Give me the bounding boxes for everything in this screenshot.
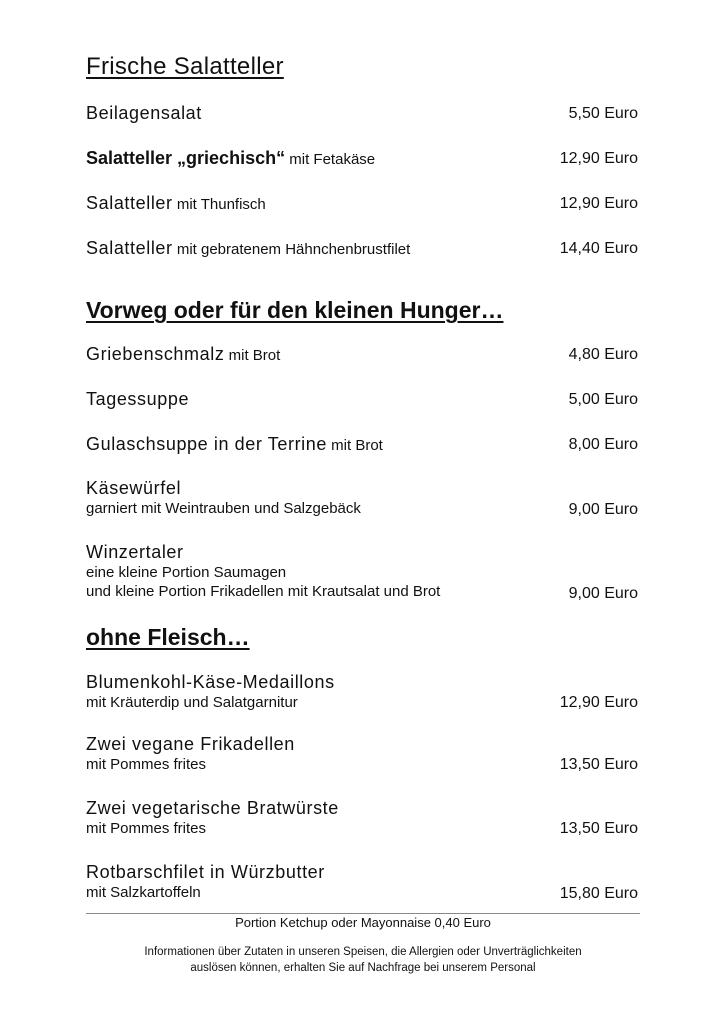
- item-description: mit Pommes frites: [86, 756, 207, 773]
- item-price: 5,50 Euro: [568, 105, 638, 122]
- menu-item-blumenkohl: [86, 672, 335, 711]
- item-name: Zwei vegane Frikadellen: [86, 734, 295, 754]
- menu-item-griebenschmalz: [86, 344, 280, 365]
- footer-allergy-info-line1: Informationen über Zutaten in unseren Speisen, die Allergien oder Unverträglichkeiten: [144, 946, 582, 958]
- item-name: Winzertaler: [86, 542, 184, 562]
- item-description-line1: eine kleine Portion Saumagen: [86, 564, 287, 581]
- menu-item-vegane-frikadellen: [86, 734, 295, 773]
- item-name: Zwei vegetarische Bratwürste: [86, 798, 339, 818]
- item-description: garniert mit Weintrauben und Salzgebäck: [86, 500, 361, 517]
- menu-item-salatteller-thunfisch: [86, 193, 266, 214]
- item-name: Tagessuppe: [86, 389, 190, 409]
- menu-item-tagessuppe: [86, 389, 189, 410]
- menu-item-winzertaler: [86, 542, 440, 600]
- menu-item-kaesewuerfel: [86, 478, 361, 517]
- item-price: 13,50 Euro: [559, 756, 638, 773]
- section-title-salads: Frische Salatteller: [86, 53, 284, 80]
- item-price: 9,00 Euro: [568, 585, 638, 602]
- item-description: mit Brot: [327, 437, 383, 454]
- footer-divider: [86, 913, 640, 914]
- item-description: mit Salzkartoffeln: [86, 884, 201, 901]
- item-name: Salatteller: [86, 193, 173, 213]
- menu-item-bratwuerste: [86, 798, 339, 837]
- item-description: mit gebratenem Hähnchenbrustfilet: [172, 241, 411, 258]
- footer-extra-note: Portion Ketchup oder Mayonnaise 0,40 Euro: [235, 915, 491, 930]
- menu-item-gulaschsuppe: [86, 434, 383, 455]
- item-name: Salatteller „griechisch“: [86, 148, 286, 168]
- item-price: 13,50 Euro: [559, 820, 638, 837]
- menu-item-salatteller-griechisch: [86, 148, 375, 169]
- item-description: mit Kräuterdip und Salatgarnitur: [86, 694, 298, 711]
- item-price: 12,90 Euro: [559, 195, 638, 212]
- footer-allergy-info-line2: auslösen können, erhalten Sie auf Nachfrage bei unserem Personal: [190, 962, 536, 974]
- item-description: mit Brot: [224, 347, 281, 364]
- menu-item-salatteller-haehnchen: [86, 238, 410, 259]
- item-description: mit Thunfisch: [172, 196, 266, 213]
- section-title-vegetarian: ohne Fleisch…: [86, 624, 250, 650]
- item-price: 12,90 Euro: [559, 150, 638, 167]
- item-price: 14,40 Euro: [559, 240, 638, 257]
- section-title-starters: Vorweg oder für den kleinen Hunger…: [86, 297, 504, 323]
- item-name: Blumenkohl-Käse-Medaillons: [86, 672, 335, 692]
- item-name: Griebenschmalz: [86, 344, 225, 364]
- item-description: mit Pommes frites: [86, 820, 207, 837]
- item-name: Gulaschsuppe in der Terrine: [86, 434, 327, 454]
- menu-item-beilagensalat: [86, 103, 202, 124]
- item-price: 4,80 Euro: [568, 346, 638, 363]
- item-description: mit Fetakäse: [285, 151, 376, 168]
- item-price: 12,90 Euro: [559, 694, 638, 711]
- item-name: Salatteller: [86, 238, 173, 258]
- item-name: Rotbarschfilet in Würzbutter: [86, 862, 325, 882]
- menu-item-rotbarschfilet: [86, 862, 325, 901]
- item-name: Käsewürfel: [86, 478, 182, 498]
- item-price: 8,00 Euro: [568, 436, 638, 453]
- item-price: 9,00 Euro: [568, 501, 638, 518]
- item-price: 15,80 Euro: [559, 885, 638, 902]
- item-description-line2: und kleine Portion Frikadellen mit Krautsalat und Brot: [86, 583, 441, 600]
- item-name: Beilagensalat: [86, 103, 202, 123]
- item-price: 5,00 Euro: [568, 391, 638, 408]
